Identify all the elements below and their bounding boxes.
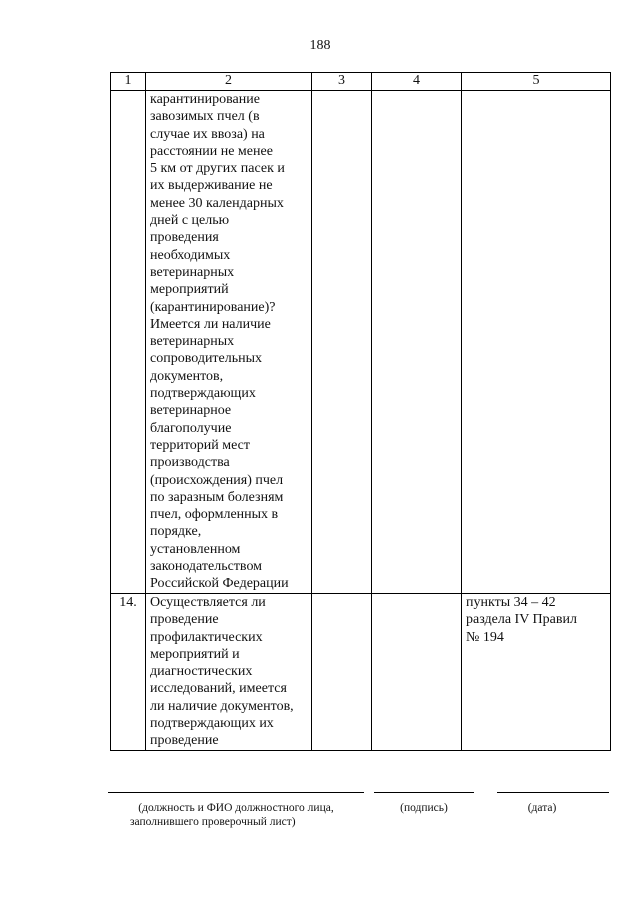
official-signature-line [108, 792, 364, 794]
reference-cell [462, 91, 611, 594]
official-caption-line: (должность и ФИО должностного лица, [138, 802, 334, 814]
text-line: пчел, оформленных в [150, 507, 279, 523]
reference-cell [462, 594, 611, 751]
column-header: 2 [146, 73, 312, 91]
text-line: (происхождения) пчел [150, 472, 284, 488]
column-header: 5 [462, 73, 611, 91]
text-line: производства [150, 455, 230, 471]
signature-caption: (подпись) [400, 802, 448, 814]
text-line: их выдерживание не [150, 178, 273, 194]
text-line: проведения [150, 230, 219, 246]
text-line: благополучие [150, 420, 232, 436]
text-line: подтверждающих [150, 386, 256, 402]
column-header: 3 [312, 73, 372, 91]
text-line: документов, [150, 368, 224, 384]
text-line: подтверждающих их [150, 716, 274, 732]
text-line: ветеринарных [150, 334, 235, 350]
text-line: законодательством [150, 559, 263, 575]
text-line: порядке, [150, 524, 202, 540]
text-line: профилактических [150, 629, 263, 645]
row-number: 14. [111, 594, 146, 751]
text-line: установленном [150, 541, 241, 557]
text-line: мероприятий и [150, 646, 240, 662]
text-line: дней с целью [150, 213, 230, 229]
text-line: проведение [150, 612, 219, 628]
text-line: по заразным болезням [150, 489, 284, 505]
text-line: Российской Федерации [150, 576, 289, 592]
table-row [111, 91, 611, 594]
table-row [111, 594, 611, 751]
text-line: сопроводительных [150, 351, 263, 367]
text-line: завозимых пчел (в [150, 109, 260, 125]
text-line: ветеринарное [150, 403, 232, 419]
text-line: Осуществляется ли [150, 595, 266, 610]
requirement-text [146, 91, 312, 594]
compliance-yes-cell [312, 594, 372, 751]
text-line: ли наличие документов, [150, 698, 294, 714]
text-line: Имеется ли наличие [150, 316, 271, 332]
text-line: мероприятий [150, 282, 229, 298]
reference-line: раздела IV Правил [466, 612, 577, 628]
official-caption-line: заполнившего проверочный лист) [130, 816, 296, 828]
text-line: диагностических [150, 664, 253, 680]
column-header: 4 [372, 73, 462, 91]
date-line [497, 792, 609, 794]
text-line: исследований, имеется [150, 681, 287, 697]
text-line: расстоянии не менее [150, 143, 273, 159]
text-line: 5 км от других пасек и [150, 161, 285, 177]
requirement-text [146, 594, 312, 751]
row-number [111, 91, 146, 594]
text-line: ветеринарных [150, 264, 235, 280]
official-caption [108, 801, 364, 829]
compliance-no-cell [372, 91, 462, 594]
text-line: территорий мест [150, 437, 250, 453]
text-line: необходимых [150, 247, 231, 263]
reference-line: пункты 34 – 42 [466, 595, 556, 610]
text-line: менее 30 календарных [150, 195, 284, 211]
text-line: (карантинирование)? [150, 299, 276, 315]
reference-line: № 194 [466, 629, 504, 645]
text-line: случае их ввоза) на [150, 126, 265, 142]
text-line: проведение [150, 733, 219, 749]
column-header: 1 [111, 73, 146, 91]
compliance-no-cell [372, 594, 462, 751]
compliance-yes-cell [312, 91, 372, 594]
table-header-row [111, 73, 611, 91]
signature-line [374, 792, 474, 794]
checklist-table [110, 72, 611, 751]
text-line: карантинирование [150, 92, 260, 107]
page-number: 188 [309, 38, 331, 53]
date-caption: (дата) [527, 802, 557, 814]
